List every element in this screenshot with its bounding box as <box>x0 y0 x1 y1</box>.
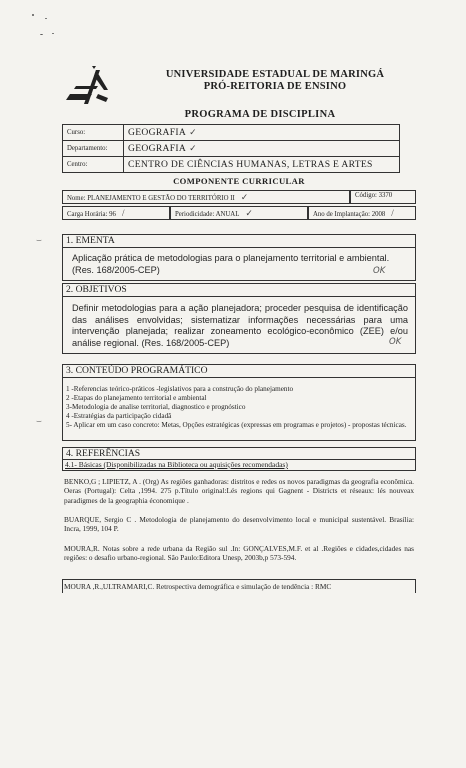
component-code: Código: 3370 <box>355 192 393 199</box>
checkmark-icon: / <box>391 208 394 218</box>
subheading-underline-box <box>62 469 416 471</box>
workload: Carga Horária: 96 <box>67 211 116 218</box>
checkmark-icon: ✓ <box>189 127 197 137</box>
last-reference-box <box>62 579 416 593</box>
ementa-ok-mark: OK <box>373 266 386 276</box>
ementa-text: Aplicação prática de metodologias para o planejamento territorial e ambiental. (Res. 168/2005-CEP) <box>72 253 390 275</box>
checkmark-icon: ✓ <box>189 143 197 153</box>
conteudo-item: 1 -Referencias teórico-práticos -legislativos para a construção do planejamento <box>66 385 294 393</box>
referencias-subheading: 4.1- Básicas (Disponibilizadas na Biblioteca ou aquisições recomendadas) <box>65 460 288 469</box>
centro-row <box>63 157 400 173</box>
periodicity: Periodicidade: ANUAL <box>175 211 240 218</box>
objetivos-text: Definir metodologias para a ação planejadora; proceder pesquisa de identificação das análises envolvidas; sistematizar informações necessárias para uma intervenção planejada; realizar zoneamento ecológico-econômico (ZEE) e/ou análise regional. (Res. 168/2005-CEP) <box>72 303 408 348</box>
scan-speck <box>45 18 47 19</box>
implementation-year: Ano de Implantação: 2008 <box>313 211 386 218</box>
conteudo-item: 5- Aplicar em um caso concreto: Metas, Opções estratégicas (expressas em programas e projetos) - propostas técnicas. <box>66 421 407 429</box>
checkmark-icon: / <box>121 208 125 218</box>
scan-speck <box>32 14 34 16</box>
departamento-value <box>124 141 400 157</box>
objetivos-heading: 2. OBJETIVOS <box>62 283 416 296</box>
dean-office-name: PRÓ-REITORIA DE ENSINO <box>203 81 347 92</box>
reference-item: BENKO,G ; LIPIETZ, A . (Org) As regiões ganhadoras: distritos e redes os novos paradigmas da geografia econômica. Oeras (Portugal): Celta ,1994. 275 p.Título original:Lés regions qui Gagnent - Districts et réseaux: lés nouveax paradigmes de la geographia économique . <box>64 477 414 505</box>
component-heading: COMPONENTE CURRICULAR <box>173 176 305 186</box>
ementa-section <box>62 247 416 281</box>
document-title: PROGRAMA DE DISCIPLINA <box>184 109 336 120</box>
conteudo-section <box>62 377 416 441</box>
referencias-heading: 4. REFERÊNCIAS <box>62 447 416 460</box>
institution-header <box>160 69 390 93</box>
departamento-label: Departamento: <box>63 141 124 157</box>
objetivos-ok-mark: OK <box>389 337 402 347</box>
workload-box <box>62 206 170 220</box>
conteudo-list <box>66 385 412 430</box>
checkmark-icon: ✓ <box>245 208 253 218</box>
margin-mark: ⌣ <box>36 235 42 245</box>
departamento-row <box>63 141 400 157</box>
reference-item: BUARQUE, Sergio C . Metodologia de planejamento do desenvolvimento local e municipal sustentável. Brasília: Incra, 1999, 104 P. <box>64 515 414 534</box>
university-logo-icon <box>62 64 118 108</box>
ementa-heading: 1. EMENTA <box>62 234 416 247</box>
scan-speck <box>52 33 54 34</box>
conteudo-item: 3-Metodologia de analise territorial, diagnostico e prognóstico <box>66 403 246 411</box>
scan-speck <box>40 34 43 35</box>
centro-label: Centro: <box>63 157 124 173</box>
implementation-year-box <box>308 206 416 220</box>
margin-mark: ⌣ <box>36 416 42 426</box>
course-info-table <box>62 124 400 173</box>
curso-text: GEOGRAFIA <box>128 127 187 138</box>
reference-item: MOURA ,R.,ULTRAMARI,C. Retrospectiva demográfica e simulação de tendência : RMC <box>64 582 332 591</box>
curso-label: Curso: <box>63 125 124 141</box>
conteudo-heading: 3. CONTEÚDO PROGRAMÁTICO <box>62 364 416 377</box>
centro-value: CENTRO DE CIÊNCIAS HUMANAS, LETRAS E ARTES <box>124 157 400 173</box>
objetivos-section <box>62 296 416 354</box>
periodicity-box <box>170 206 308 220</box>
curso-value <box>124 125 400 141</box>
checkmark-icon: ✓ <box>240 192 249 202</box>
departamento-text: GEOGRAFIA <box>128 143 187 154</box>
curso-row <box>63 125 400 141</box>
conteudo-item: 2 -Etapas do planejamento territorial e ambiental <box>66 394 207 402</box>
university-name: UNIVERSIDADE ESTADUAL DE MARINGÁ <box>165 69 385 80</box>
reference-item: MOURA,R. Notas sobre a rede urbana da Região sul .In: GONÇALVES,M.F. et al .Regiões e cidades,cidades nas regiões: o desafio urbano-regional. São Paulo:Editora Unesp, 2003b,p 573-594. <box>64 544 414 563</box>
conteudo-item: 4 -Estratégias da participação cidadã <box>66 412 172 420</box>
component-name-box <box>62 190 350 204</box>
component-code-box <box>350 190 416 204</box>
component-name: Nome: PLANEJAMENTO E GESTÃO DO TERRITÓRIO II <box>67 195 235 202</box>
